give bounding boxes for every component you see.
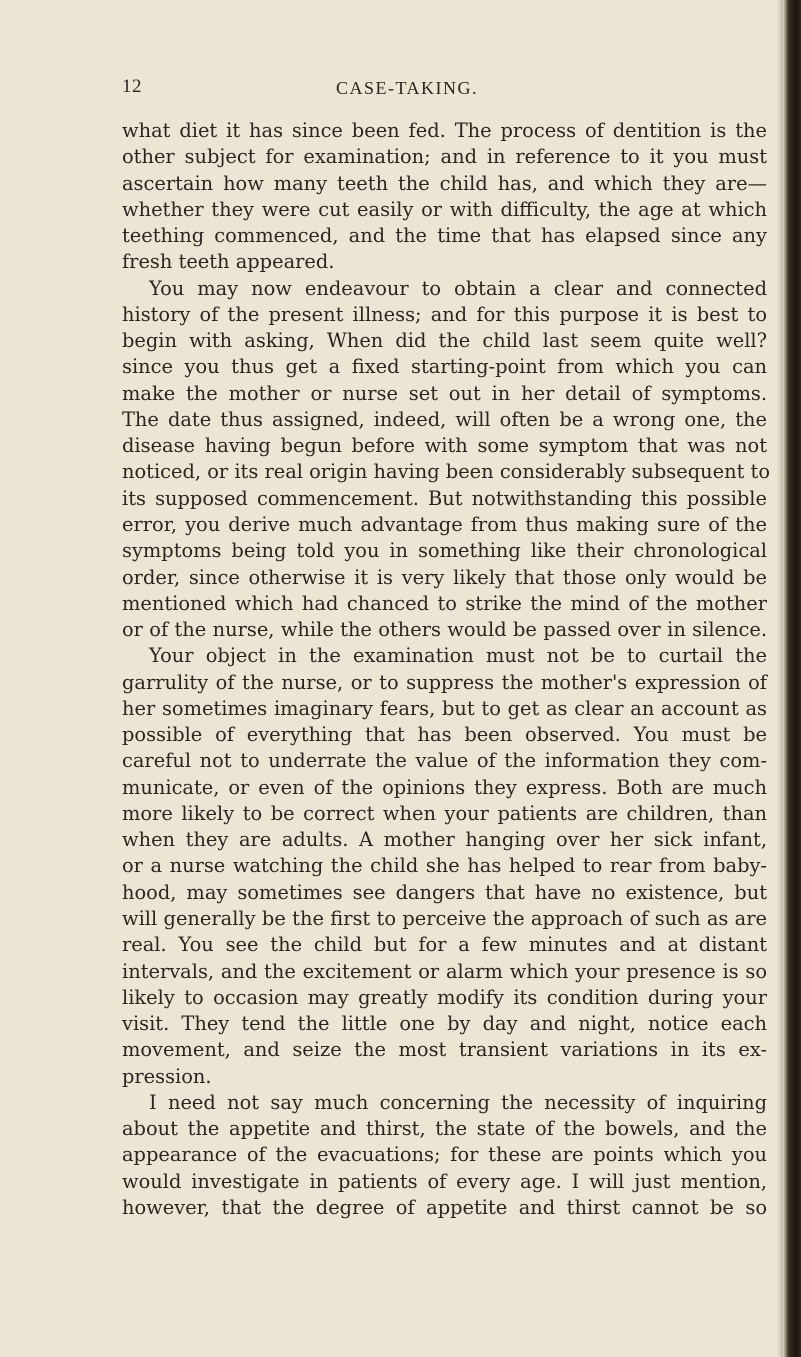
text-line: mentioned which had chanced to strike the mind of the mother bbox=[122, 591, 767, 615]
page-header bbox=[0, 76, 780, 106]
text-line: municate, or even of the opinions they express. Both are much bbox=[122, 775, 767, 799]
text-line: its supposed commencement. But notwithstanding this possible bbox=[122, 486, 767, 510]
book-binding-edge bbox=[783, 0, 801, 1357]
text-line: when they are adults. A mother hanging over her sick infant, bbox=[122, 828, 767, 852]
text-line: since you thus get a fixed starting-point from which you can bbox=[122, 355, 767, 379]
text-line: order, since otherwise it is very likely that those only would be bbox=[122, 565, 767, 589]
text-line: The date thus assigned, indeed, will often be a wrong one, the bbox=[122, 407, 767, 431]
text-line: what diet it has since been fed. The process of dentition is the bbox=[122, 119, 767, 142]
text-line: possible of everything that has been observed. You must be bbox=[122, 723, 767, 747]
text-line: or of the nurse, while the others would be passed over in silence. bbox=[122, 618, 767, 642]
text-line: however, that the degree of appetite and thirst cannot be so bbox=[122, 1195, 767, 1219]
text-line: intervals, and the excitement or alarm which your presence is so bbox=[122, 959, 767, 983]
text-line: movement, and seize the most transient variations in its ex- bbox=[122, 1038, 767, 1062]
text-line: or a nurse watching the child she has helped to rear from baby- bbox=[122, 854, 767, 878]
text-line: symptoms being told you in something like their chronological bbox=[122, 539, 767, 563]
text-line: hood, may sometimes see dangers that have no existence, but bbox=[122, 880, 767, 904]
text-line: Your object in the examination must not be to curtail the bbox=[149, 644, 767, 668]
text-line: appearance of the evacuations; for these are points which you bbox=[122, 1143, 767, 1167]
text-line: error, you derive much advantage from thus making sure of the bbox=[122, 512, 767, 536]
text-line: real. You see the child but for a few minutes and at distant bbox=[122, 933, 767, 957]
page-number: 12 bbox=[122, 76, 142, 97]
text-line: disease having begun before with some symptom that was not bbox=[122, 434, 767, 458]
text-line: pression. bbox=[122, 1064, 212, 1088]
text-line: history of the present illness; and for this purpose it is best to bbox=[122, 302, 767, 326]
text-line: about the appetite and thirst, the state of the bowels, and the bbox=[122, 1117, 767, 1141]
text-line: more likely to be correct when your patients are children, than bbox=[122, 801, 767, 825]
text-line: fresh teeth appeared. bbox=[122, 250, 335, 274]
body-text bbox=[122, 118, 771, 1221]
text-line: teething commenced, and the time that has elapsed since any bbox=[122, 224, 767, 248]
text-line: make the mother or nurse set out in her detail of symptoms. bbox=[122, 381, 767, 405]
text-line: careful not to underrate the value of the information they com- bbox=[122, 749, 767, 773]
text-line: ascertain how many teeth the child has, and which they are— bbox=[122, 171, 767, 195]
text-line: whether they were cut easily or with difficulty, the age at which bbox=[122, 197, 767, 221]
text-line: other subject for examination; and in reference to it you must bbox=[122, 145, 767, 169]
text-line: her sometimes imaginary fears, but to get as clear an account as bbox=[122, 696, 767, 720]
text-line: noticed, or its real origin having been considerably subsequent to bbox=[122, 460, 771, 484]
text-line: will generally be the first to perceive the approach of such as are bbox=[122, 906, 767, 930]
text-line: would investigate in patients of every age. I will just mention, bbox=[122, 1169, 767, 1193]
running-head: CASE-TAKING. bbox=[336, 78, 479, 98]
text-line: visit. They tend the little one by day and night, notice each bbox=[122, 1012, 767, 1036]
text-line: You may now endeavour to obtain a clear and connected bbox=[149, 276, 767, 300]
text-line: I need not say much concerning the necessity of inquiring bbox=[149, 1090, 767, 1114]
text-line: garrulity of the nurse, or to suppress the mother's expression of bbox=[122, 670, 767, 694]
text-line: likely to occasion may greatly modify its condition during your bbox=[122, 985, 767, 1009]
text-line: begin with asking, When did the child last seem quite well? bbox=[122, 329, 767, 353]
